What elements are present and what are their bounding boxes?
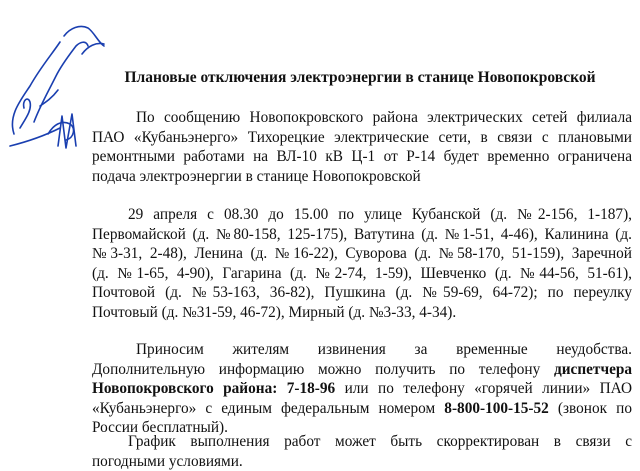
paragraph-contacts: [92, 340, 632, 438]
text-line: Приносим жителям извинения за временные неудобства.: [136, 341, 632, 358]
text-line: №3-31, 2-48), Ленина (д. №16-22), Суворова (д. №58-170, 51-159), Заречной: [92, 245, 632, 263]
text-line: По сообщению Новопокровского района электрических сетей филиала: [136, 109, 632, 126]
text-segment: (звонок по: [557, 399, 632, 417]
document-title: Плановые отключения электроэнергии в станице Новопокровской: [124, 69, 596, 86]
paragraph-schedule: [92, 205, 632, 323]
text-line: Почтовый (д. №31-59, 46-72), Мирный (д. №3-33, 4-34).: [92, 303, 457, 321]
text-line: [92, 399, 632, 419]
text-line: (д. №1-65, 4-90), Гагарина (д. №2-74, 1-59), Шевченко (д. №44-56, 51-61),: [92, 264, 632, 282]
hotline-phone: 8-800-100-15-52: [444, 399, 549, 417]
text-line: [92, 379, 632, 399]
text-segment: или по телефону «горячей линии» ПАО: [344, 380, 632, 398]
text-line: Первомайской (д. №80-158, 125-175), Ватутина (д. №1-51, 4-46), Калинина (д.: [92, 225, 632, 243]
text-segment: «Кубаньэнерго» с единым федеральным номером: [92, 399, 436, 417]
dispatcher-phone: Новопокровского района: 7-18-96: [92, 380, 336, 398]
dispatcher-label: диспетчера: [553, 360, 633, 378]
text-line: погодными условиями.: [92, 452, 243, 470]
text-segment: Дополнительную информацию можно получить по телефону: [92, 360, 541, 378]
text-line: [92, 360, 632, 380]
paragraph-announcement: [92, 108, 632, 186]
text-line: ремонтными работами на ВЛ-10 кВ Ц-1 от Р-14 будет временно ограничена: [92, 148, 632, 166]
text-line: 29 апреля с 08.30 до 15.00 по улице Кубанской (д. №2-156, 1-187),: [128, 206, 632, 223]
text-line: России бесплатный).: [92, 419, 228, 437]
paragraph-note: [92, 432, 632, 471]
text-line: График выполнения работ может быть скорректирован в связи с: [128, 433, 632, 450]
text-line: ПАО «Кубаньэнерго» Тихорецкие электрические сети, в связи с плановыми: [92, 128, 632, 146]
text-line: подача электроэнергии в станице Новопокровской: [92, 167, 421, 185]
text-line: Почтовой (д. №53-163, 36-82), Пушкина (д. №59-69, 64-72); по переулку: [92, 284, 632, 302]
